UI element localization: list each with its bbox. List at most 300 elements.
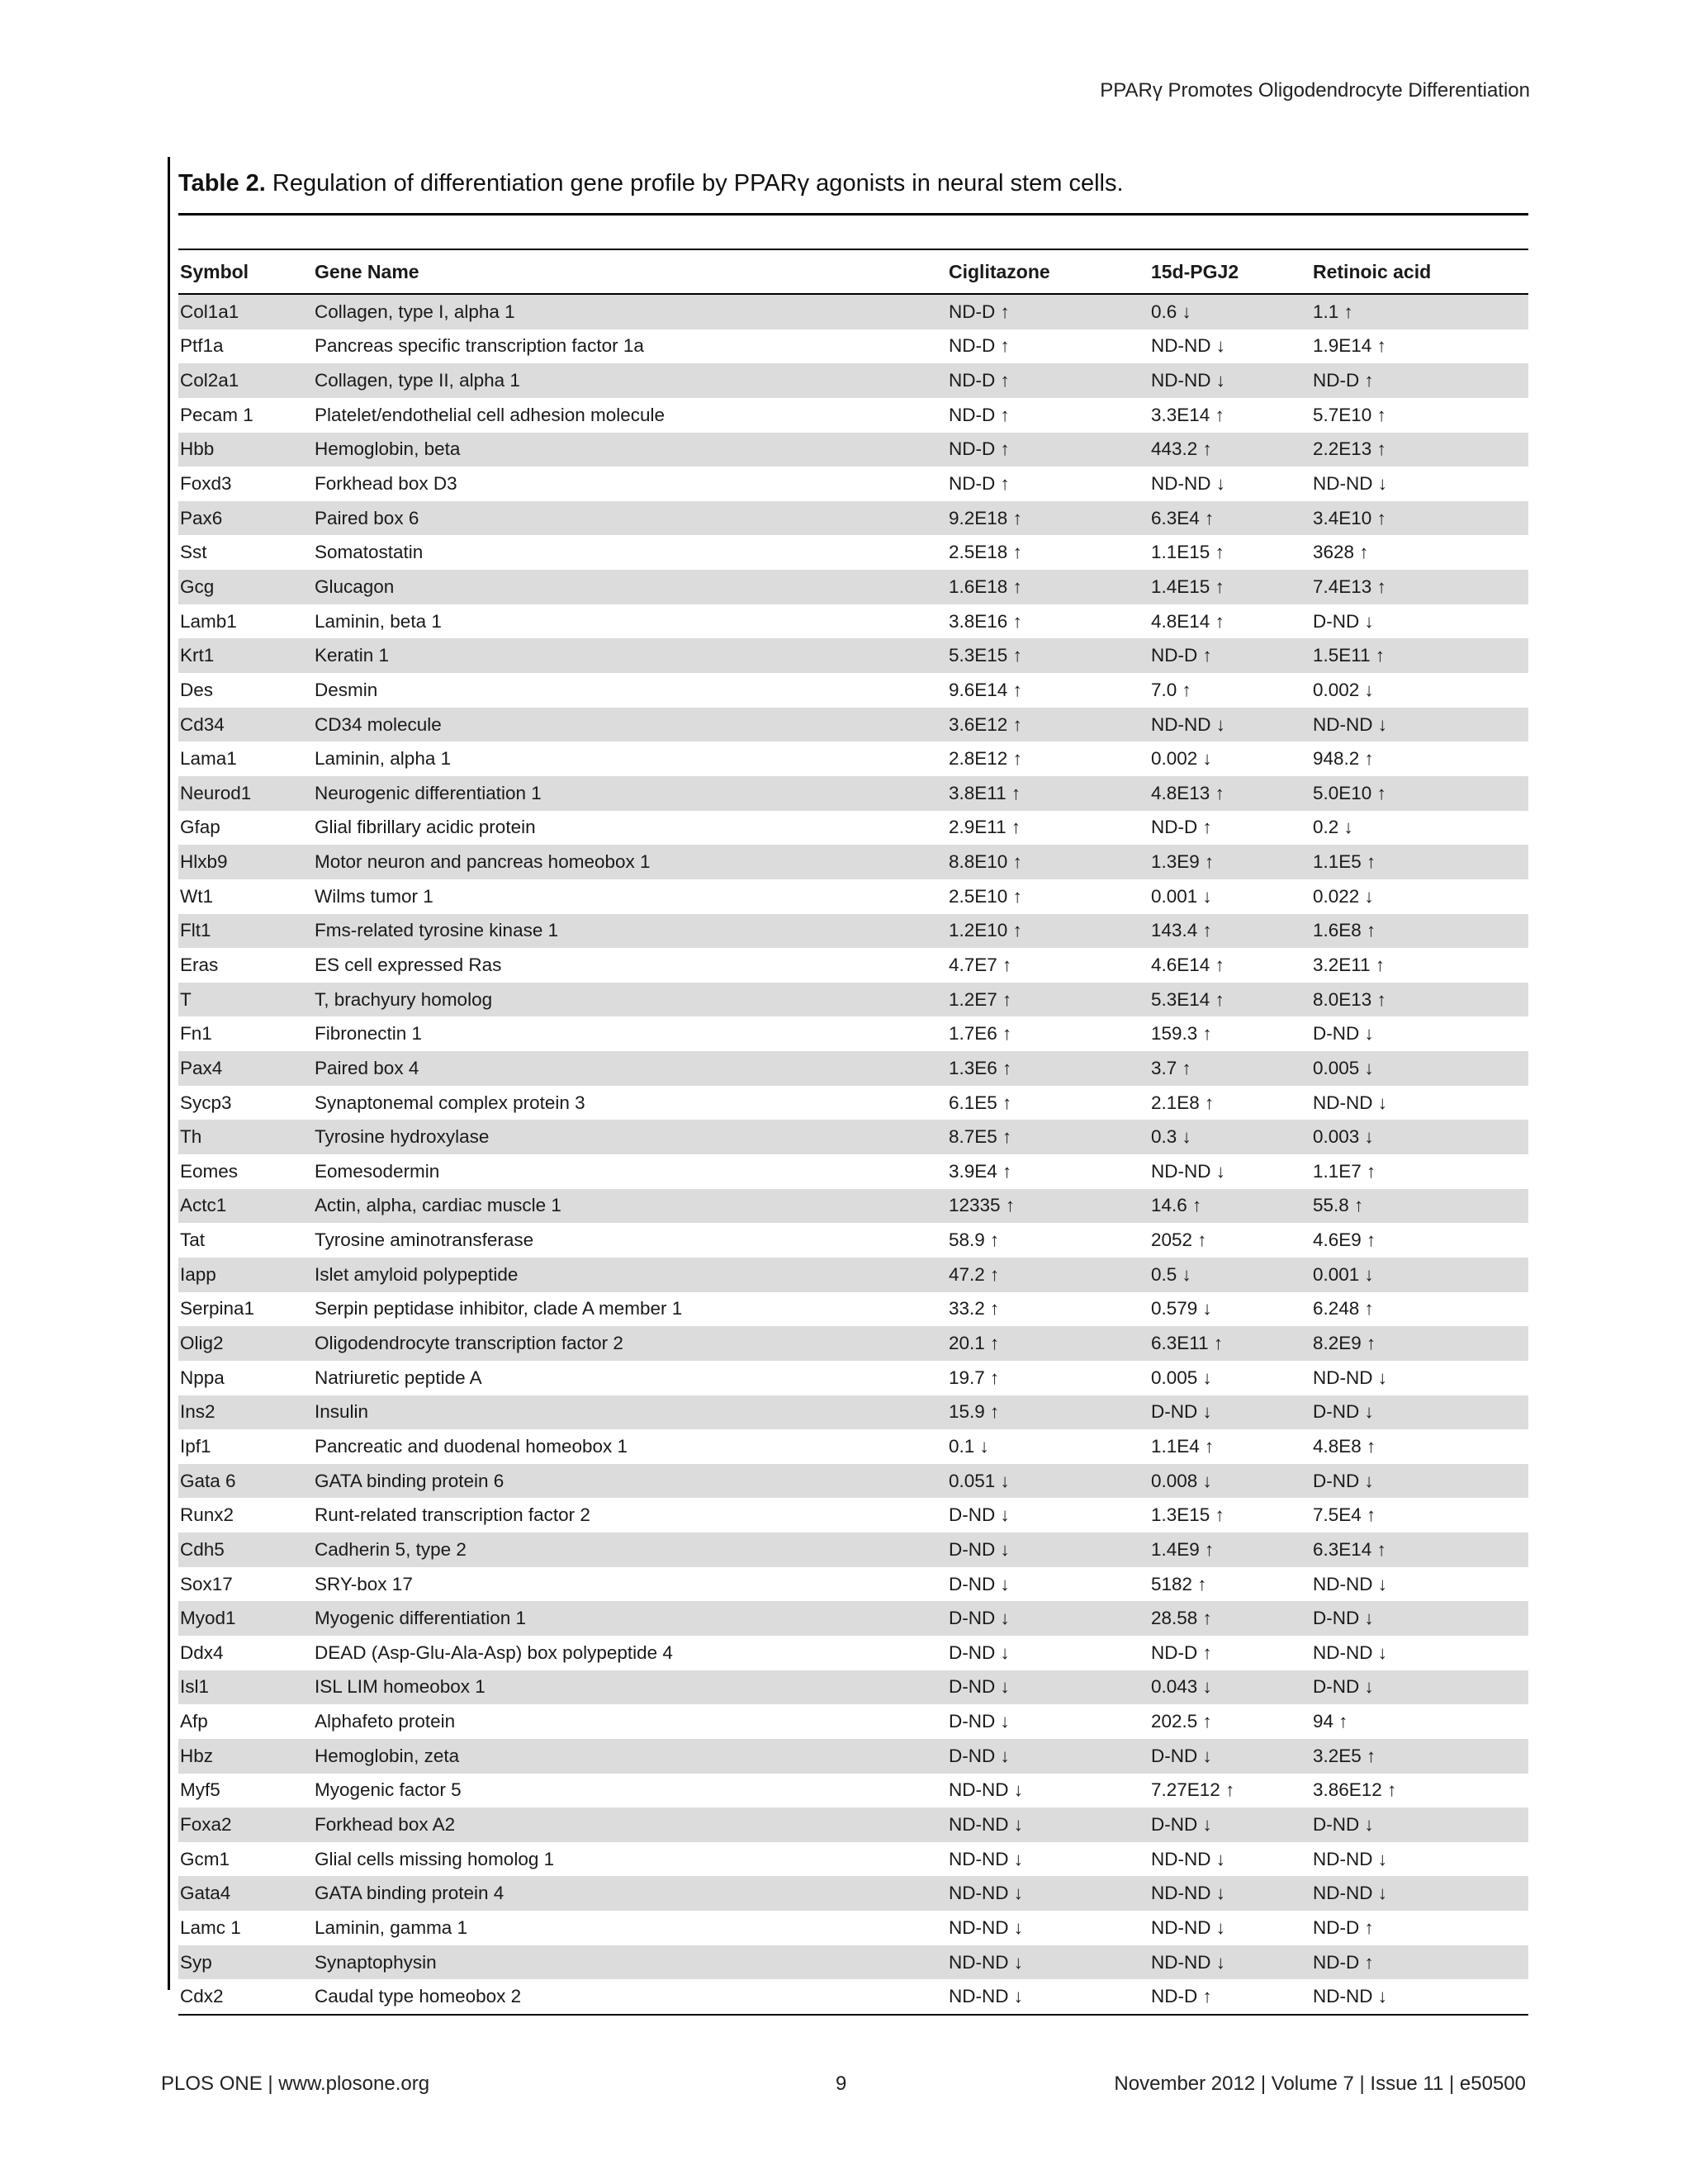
cell-ciglitazone: 1.2E7 ↑ xyxy=(947,983,1149,1017)
cell-gene-name: Pancreas specific transcription factor 1a xyxy=(315,335,644,357)
cell-gene-name: Tyrosine aminotransferase xyxy=(315,1229,534,1251)
cell-retinoic-acid: 0.005 ↓ xyxy=(1311,1051,1528,1086)
cell-symbol: Gata4 xyxy=(178,1876,313,1911)
table-row xyxy=(178,741,1528,776)
cell-gene-name: CD34 molecule xyxy=(313,708,947,742)
cell-symbol: Krt1 xyxy=(178,638,313,673)
table-row xyxy=(178,708,1528,742)
cell-symbol: Flt1 xyxy=(178,914,313,949)
cell-ciglitazone: ND-D ↑ xyxy=(947,433,1149,467)
cell-gene-name: Pancreatic and duodenal homeobox 1 xyxy=(315,1435,628,1457)
table-row xyxy=(178,1774,1528,1808)
cell-retinoic-acid: 4.8E8 ↑ xyxy=(1313,1435,1376,1457)
table-row xyxy=(178,1876,1528,1911)
cell-retinoic-acid: 3.4E10 ↑ xyxy=(1311,501,1528,536)
cell-symbol: Pecam 1 xyxy=(180,404,253,425)
cell-ciglitazone: 0.051 ↓ xyxy=(947,1464,1149,1499)
cell-gene-name: Actin, alpha, cardiac muscle 1 xyxy=(313,1189,947,1224)
cell-15d-pgj2: ND-ND ↓ xyxy=(1149,1945,1311,1980)
cell-15d-pgj2: D-ND ↓ xyxy=(1149,1739,1311,1774)
table-label: Table 2. xyxy=(178,170,266,197)
table-row xyxy=(178,1911,1528,1945)
cell-retinoic-acid: 6.248 ↑ xyxy=(1313,1298,1374,1319)
cell-gene-name: GATA binding protein 6 xyxy=(313,1464,947,1499)
cell-gene-name: Oligodendrocyte transcription factor 2 xyxy=(313,1326,947,1361)
cell-15d-pgj2: 1.1E4 ↑ xyxy=(1151,1435,1215,1457)
running-header: PPARγ Promotes Oligodendrocyte Differentiation xyxy=(1100,79,1530,102)
cell-ciglitazone: D-ND ↓ xyxy=(949,1573,1010,1594)
cell-15d-pgj2: ND-ND ↓ xyxy=(1149,708,1311,742)
table-row xyxy=(178,329,1528,364)
cell-retinoic-acid: ND-ND ↓ xyxy=(1313,1092,1387,1113)
cell-15d-pgj2: 443.2 ↑ xyxy=(1149,433,1311,467)
table-row xyxy=(178,398,1528,433)
cell-gene-name: Laminin, beta 1 xyxy=(315,610,442,632)
cell-ciglitazone: ND-ND ↓ xyxy=(947,1979,1149,2015)
cell-ciglitazone: ND-D ↑ xyxy=(949,473,1010,495)
cell-15d-pgj2: 202.5 ↑ xyxy=(1151,1711,1212,1732)
cell-gene-name: Synaptonemal complex protein 3 xyxy=(315,1092,585,1113)
table-row xyxy=(178,638,1528,673)
cell-symbol: Eomes xyxy=(180,1160,239,1182)
table-row xyxy=(178,1258,1528,1292)
cell-gene-name: Myogenic differentiation 1 xyxy=(313,1601,947,1636)
cell-retinoic-acid: D-ND ↓ xyxy=(1311,1395,1528,1430)
cell-retinoic-acid: 3628 ↑ xyxy=(1313,542,1369,563)
cell-symbol: Cdh5 xyxy=(178,1533,313,1567)
cell-15d-pgj2: 0.008 ↓ xyxy=(1149,1464,1311,1499)
cell-retinoic-acid: 8.0E13 ↑ xyxy=(1311,983,1528,1017)
table-row xyxy=(178,673,1528,708)
cell-retinoic-acid: 7.4E13 ↑ xyxy=(1311,570,1528,604)
cell-symbol: Foxa2 xyxy=(178,1807,313,1842)
cell-15d-pgj2: ND-ND ↓ xyxy=(1151,1916,1225,1938)
cell-15d-pgj2: 0.001 ↓ xyxy=(1151,885,1212,907)
cell-ciglitazone: 1.7E6 ↑ xyxy=(949,1023,1012,1045)
cell-gene-name: Glial cells missing homolog 1 xyxy=(315,1848,555,1869)
cell-gene-name: Caudal type homeobox 2 xyxy=(313,1979,947,2015)
cell-symbol: Fn1 xyxy=(180,1023,212,1045)
cell-gene-name: Somatostatin xyxy=(315,542,424,563)
cell-symbol: Lamb1 xyxy=(180,610,237,632)
cell-gene-name: SRY-box 17 xyxy=(315,1573,413,1594)
cell-gene-name: T, brachyury homolog xyxy=(313,983,947,1017)
cell-gene-name: Insulin xyxy=(313,1395,947,1430)
cell-ciglitazone: ND-ND ↓ xyxy=(949,1848,1023,1869)
cell-ciglitazone: 2.5E18 ↑ xyxy=(949,542,1022,563)
cell-symbol: Col2a1 xyxy=(178,363,313,398)
cell-retinoic-acid: ND-ND ↓ xyxy=(1311,1876,1528,1911)
cell-15d-pgj2: ND-D ↑ xyxy=(1149,1979,1311,2015)
cell-ciglitazone: 15.9 ↑ xyxy=(947,1395,1149,1430)
table-row xyxy=(178,570,1528,604)
table-row xyxy=(178,776,1528,811)
cell-symbol: Ptf1a xyxy=(180,335,224,357)
cell-15d-pgj2: 5.3E14 ↑ xyxy=(1149,983,1311,1017)
cell-retinoic-acid: 1.6E8 ↑ xyxy=(1311,914,1528,949)
table-row xyxy=(178,983,1528,1017)
cell-15d-pgj2: 0.002 ↓ xyxy=(1151,748,1212,770)
cell-ciglitazone: 3.8E16 ↑ xyxy=(949,610,1022,632)
cell-retinoic-acid: 5.0E10 ↑ xyxy=(1311,776,1528,811)
cell-retinoic-acid: 0.022 ↓ xyxy=(1313,885,1374,907)
cell-ciglitazone: 1.3E6 ↑ xyxy=(947,1051,1149,1086)
cell-15d-pgj2: ND-D ↑ xyxy=(1151,817,1212,838)
cell-symbol: Neurod1 xyxy=(178,776,313,811)
cell-15d-pgj2: 4.8E14 ↑ xyxy=(1151,610,1224,632)
cell-15d-pgj2: 7.27E12 ↑ xyxy=(1151,1779,1235,1801)
cell-ciglitazone: 2.9E11 ↑ xyxy=(949,817,1021,838)
cell-15d-pgj2: D-ND ↓ xyxy=(1149,1807,1311,1842)
cell-symbol: Lama1 xyxy=(180,748,237,770)
table-row xyxy=(178,294,1528,329)
cell-gene-name: Collagen, type II, alpha 1 xyxy=(313,363,947,398)
cell-symbol: Eras xyxy=(180,954,219,975)
table-row xyxy=(178,1636,1528,1670)
cell-15d-pgj2: ND-D ↑ xyxy=(1149,638,1311,673)
cell-symbol: Serpina1 xyxy=(180,1298,255,1319)
cell-gene-name: Forkhead box A2 xyxy=(313,1807,947,1842)
table-container xyxy=(168,157,1528,2007)
cell-ciglitazone: 33.2 ↑ xyxy=(949,1298,1000,1319)
cell-gene-name: GATA binding protein 4 xyxy=(313,1876,947,1911)
cell-retinoic-acid: ND-ND ↓ xyxy=(1313,1848,1387,1869)
cell-gene-name: ES cell expressed Ras xyxy=(315,954,502,975)
cell-15d-pgj2: ND-ND ↓ xyxy=(1149,1876,1311,1911)
cell-retinoic-acid: ND-D ↑ xyxy=(1311,363,1528,398)
cell-retinoic-acid: D-ND ↓ xyxy=(1311,1464,1528,1499)
cell-ciglitazone: 6.1E5 ↑ xyxy=(949,1092,1012,1113)
cell-ciglitazone: D-ND ↓ xyxy=(949,1504,1010,1526)
table-row xyxy=(178,363,1528,398)
cell-retinoic-acid: 55.8 ↑ xyxy=(1311,1189,1528,1224)
table-row xyxy=(178,1567,1528,1602)
cell-15d-pgj2: 28.58 ↑ xyxy=(1149,1601,1311,1636)
cell-gene-name: Glial fibrillary acidic protein xyxy=(315,817,536,838)
cell-retinoic-acid: 1.5E11 ↑ xyxy=(1311,638,1528,673)
cell-retinoic-acid: 3.86E12 ↑ xyxy=(1313,1779,1397,1801)
cell-symbol: Pax4 xyxy=(178,1051,313,1086)
cell-symbol: Gfap xyxy=(180,817,220,838)
table-header-row xyxy=(178,250,1528,294)
cell-15d-pgj2: ND-D ↑ xyxy=(1151,1642,1212,1663)
cell-gene-name: Paired box 4 xyxy=(313,1051,947,1086)
cell-retinoic-acid: 0.002 ↓ xyxy=(1313,679,1374,700)
cell-15d-pgj2: 4.8E13 ↑ xyxy=(1149,776,1311,811)
cell-ciglitazone: D-ND ↓ xyxy=(949,1711,1010,1732)
cell-ciglitazone: 9.2E18 ↑ xyxy=(947,501,1149,536)
cell-ciglitazone: ND-D ↑ xyxy=(947,294,1149,329)
cell-retinoic-acid: ND-D ↑ xyxy=(1311,1945,1528,1980)
table-row xyxy=(178,1395,1528,1430)
table-row xyxy=(178,1533,1528,1567)
cell-retinoic-acid: D-ND ↓ xyxy=(1311,1601,1528,1636)
cell-gene-name: Laminin, alpha 1 xyxy=(315,748,452,770)
cell-ciglitazone: D-ND ↓ xyxy=(947,1601,1149,1636)
cell-ciglitazone: ND-ND ↓ xyxy=(947,1945,1149,1980)
column-header-symbol: Symbol xyxy=(178,250,313,294)
cell-ciglitazone: 0.1 ↓ xyxy=(949,1435,989,1457)
cell-gene-name: Eomesodermin xyxy=(315,1160,440,1182)
cell-retinoic-acid: 0.001 ↓ xyxy=(1311,1258,1528,1292)
cell-symbol: Col1a1 xyxy=(178,294,313,329)
table-row xyxy=(178,1807,1528,1842)
cell-symbol: Des xyxy=(180,679,214,700)
cell-15d-pgj2: 0.5 ↓ xyxy=(1149,1258,1311,1292)
table-row xyxy=(178,1154,1528,1189)
cell-symbol: Pax6 xyxy=(178,501,313,536)
cell-retinoic-acid: ND-ND ↓ xyxy=(1313,1367,1387,1388)
cell-ciglitazone: D-ND ↓ xyxy=(947,1739,1149,1774)
table-row xyxy=(178,1292,1528,1327)
cell-symbol: Tat xyxy=(180,1229,206,1251)
cell-retinoic-acid: 948.2 ↑ xyxy=(1313,748,1374,770)
cell-ciglitazone: ND-D ↑ xyxy=(949,404,1010,425)
cell-ciglitazone: 1.2E10 ↑ xyxy=(947,914,1149,949)
cell-15d-pgj2: ND-ND ↓ xyxy=(1151,1848,1225,1869)
cell-gene-name: Neurogenic differentiation 1 xyxy=(313,776,947,811)
footer-issue: November 2012 | Volume 7 | Issue 11 | e50500 xyxy=(1114,2073,1526,2095)
cell-gene-name: Laminin, gamma 1 xyxy=(315,1916,468,1938)
cell-gene-name: Keratin 1 xyxy=(313,638,947,673)
cell-retinoic-acid: 1.1E7 ↑ xyxy=(1313,1160,1376,1182)
table-row xyxy=(178,1326,1528,1361)
table-row xyxy=(178,467,1528,501)
cell-ciglitazone: 9.6E14 ↑ xyxy=(949,679,1022,700)
table-caption xyxy=(178,170,1124,197)
cell-symbol: Ipf1 xyxy=(180,1435,211,1457)
cell-15d-pgj2: 4.6E14 ↑ xyxy=(1151,954,1224,975)
cell-retinoic-acid: 0.003 ↓ xyxy=(1311,1120,1528,1154)
table-row xyxy=(178,1842,1528,1877)
cell-symbol: Afp xyxy=(180,1711,208,1732)
cell-retinoic-acid: ND-ND ↓ xyxy=(1311,708,1528,742)
cell-15d-pgj2: 14.6 ↑ xyxy=(1149,1189,1311,1224)
cell-gene-name: Serpin peptidase inhibitor, clade A member 1 xyxy=(315,1298,683,1319)
cell-retinoic-acid: 3.2E5 ↑ xyxy=(1311,1739,1528,1774)
cell-15d-pgj2: 0.579 ↓ xyxy=(1151,1298,1212,1319)
cell-symbol: Wt1 xyxy=(180,885,214,907)
cell-ciglitazone: 1.6E18 ↑ xyxy=(947,570,1149,604)
cell-symbol: Isl1 xyxy=(178,1670,313,1705)
cell-retinoic-acid: ND-ND ↓ xyxy=(1313,1642,1387,1663)
cell-ciglitazone: 47.2 ↑ xyxy=(947,1258,1149,1292)
table-row xyxy=(178,1739,1528,1774)
cell-15d-pgj2: 3.7 ↑ xyxy=(1149,1051,1311,1086)
cell-15d-pgj2: 5182 ↑ xyxy=(1151,1573,1207,1594)
cell-gene-name: Tyrosine hydroxylase xyxy=(313,1120,947,1154)
cell-ciglitazone: 2.8E12 ↑ xyxy=(949,748,1022,770)
cell-ciglitazone: ND-D ↑ xyxy=(947,363,1149,398)
cell-retinoic-acid: 0.2 ↓ xyxy=(1313,817,1353,838)
cell-15d-pgj2: 1.3E15 ↑ xyxy=(1151,1504,1224,1526)
cell-15d-pgj2: 1.4E9 ↑ xyxy=(1149,1533,1311,1567)
cell-ciglitazone: 58.9 ↑ xyxy=(949,1229,1000,1251)
cell-symbol: Cdx2 xyxy=(178,1979,313,2015)
cell-gene-name: Motor neuron and pancreas homeobox 1 xyxy=(313,845,947,879)
table-row xyxy=(178,1601,1528,1636)
cell-gene-name: Fibronectin 1 xyxy=(315,1023,423,1045)
column-header-ciglitazone: Ciglitazone xyxy=(947,250,1149,294)
cell-gene-name: Hemoglobin, beta xyxy=(313,433,947,467)
table-row xyxy=(178,1361,1528,1395)
cell-ciglitazone: D-ND ↓ xyxy=(947,1533,1149,1567)
cell-symbol: Ins2 xyxy=(178,1395,313,1430)
cell-ciglitazone: ND-ND ↓ xyxy=(947,1876,1149,1911)
cell-15d-pgj2: 2052 ↑ xyxy=(1151,1229,1207,1251)
cell-ciglitazone: 5.3E15 ↑ xyxy=(947,638,1149,673)
column-header-gene-name: Gene Name xyxy=(313,250,947,294)
cell-gene-name: Cadherin 5, type 2 xyxy=(313,1533,947,1567)
cell-15d-pgj2: 159.3 ↑ xyxy=(1151,1023,1212,1045)
cell-ciglitazone: ND-ND ↓ xyxy=(947,1807,1149,1842)
cell-symbol: Olig2 xyxy=(178,1326,313,1361)
table-row xyxy=(178,1429,1528,1464)
cell-retinoic-acid: 8.2E9 ↑ xyxy=(1311,1326,1528,1361)
cell-ciglitazone: 19.7 ↑ xyxy=(949,1367,1000,1388)
footer-page-number: 9 xyxy=(836,2073,847,2095)
cell-ciglitazone: D-ND ↓ xyxy=(949,1642,1010,1663)
cell-retinoic-acid: ND-D ↑ xyxy=(1313,1916,1374,1938)
table-row xyxy=(178,811,1528,846)
cell-symbol: Sycp3 xyxy=(180,1092,232,1113)
cell-retinoic-acid: 2.2E13 ↑ xyxy=(1311,433,1528,467)
cell-symbol: Sox17 xyxy=(180,1573,233,1594)
cell-15d-pgj2: 6.3E4 ↑ xyxy=(1149,501,1311,536)
table-row xyxy=(178,1498,1528,1533)
cell-retinoic-acid: 7.5E4 ↑ xyxy=(1313,1504,1376,1526)
table-row xyxy=(178,604,1528,639)
table-row xyxy=(178,1223,1528,1258)
column-header-retinoic-acid: Retinoic acid xyxy=(1311,250,1528,294)
table-row xyxy=(178,948,1528,983)
table-row xyxy=(178,1086,1528,1120)
cell-symbol: Ddx4 xyxy=(180,1642,224,1663)
cell-retinoic-acid: 4.6E9 ↑ xyxy=(1313,1229,1376,1251)
table-row xyxy=(178,879,1528,914)
cell-15d-pgj2: ND-ND ↓ xyxy=(1149,363,1311,398)
cell-ciglitazone: 20.1 ↑ xyxy=(947,1326,1149,1361)
cell-gene-name: Islet amyloid polypeptide xyxy=(313,1258,947,1292)
table-row xyxy=(178,914,1528,949)
cell-retinoic-acid: D-ND ↓ xyxy=(1313,610,1374,632)
cell-symbol: Syp xyxy=(178,1945,313,1980)
cell-gene-name: DEAD (Asp-Glu-Ala-Asp) box polypeptide 4 xyxy=(315,1642,673,1663)
cell-ciglitazone: 8.8E10 ↑ xyxy=(947,845,1149,879)
table-row xyxy=(178,1051,1528,1086)
cell-15d-pgj2: 0.005 ↓ xyxy=(1151,1367,1212,1388)
cell-ciglitazone: ND-D ↑ xyxy=(949,335,1010,357)
cell-ciglitazone: 2.5E10 ↑ xyxy=(949,885,1022,907)
cell-symbol: Myod1 xyxy=(178,1601,313,1636)
footer-journal: PLOS ONE | www.plosone.org xyxy=(161,2073,430,2095)
table-row xyxy=(178,501,1528,536)
table-row xyxy=(178,1120,1528,1154)
cell-gene-name: Hemoglobin, zeta xyxy=(313,1739,947,1774)
cell-symbol: Lamc 1 xyxy=(180,1916,241,1938)
cell-ciglitazone: 4.7E7 ↑ xyxy=(949,954,1012,975)
cell-15d-pgj2: ND-ND ↓ xyxy=(1151,473,1225,495)
cell-15d-pgj2: ND-ND ↓ xyxy=(1151,335,1225,357)
table-row xyxy=(178,535,1528,570)
cell-ciglitazone: 3.8E11 ↑ xyxy=(947,776,1149,811)
cell-15d-pgj2: D-ND ↓ xyxy=(1149,1395,1311,1430)
cell-gene-name: Alphafeto protein xyxy=(315,1711,456,1732)
cell-gene-name: Forkhead box D3 xyxy=(315,473,457,495)
cell-ciglitazone: 12335 ↑ xyxy=(947,1189,1149,1224)
table-row xyxy=(178,433,1528,467)
cell-gene-name: ISL LIM homeobox 1 xyxy=(313,1670,947,1705)
cell-ciglitazone: ND-ND ↓ xyxy=(949,1916,1023,1938)
cell-ciglitazone: ND-ND ↓ xyxy=(949,1779,1023,1801)
cell-ciglitazone: 3.9E4 ↑ xyxy=(949,1160,1012,1182)
cell-gene-name: Runt-related transcription factor 2 xyxy=(315,1504,590,1526)
cell-retinoic-acid: 94 ↑ xyxy=(1313,1711,1348,1732)
cell-symbol: Gata 6 xyxy=(178,1464,313,1499)
cell-retinoic-acid: D-ND ↓ xyxy=(1311,1670,1528,1705)
table-row xyxy=(178,1704,1528,1739)
cell-gene-name: Synaptophysin xyxy=(313,1945,947,1980)
cell-15d-pgj2: 0.043 ↓ xyxy=(1149,1670,1311,1705)
cell-symbol: Myf5 xyxy=(180,1779,220,1801)
cell-ciglitazone: 8.7E5 ↑ xyxy=(947,1120,1149,1154)
cell-15d-pgj2: 6.3E11 ↑ xyxy=(1149,1326,1311,1361)
cell-retinoic-acid: ND-ND ↓ xyxy=(1313,1573,1387,1594)
cell-retinoic-acid: ND-ND ↓ xyxy=(1311,1979,1528,2015)
table-row xyxy=(178,1464,1528,1499)
cell-retinoic-acid: 1.1 ↑ xyxy=(1311,294,1528,329)
cell-symbol: Runx2 xyxy=(180,1504,234,1526)
cell-symbol: Gcg xyxy=(178,570,313,604)
cell-gene-name: Natriuretic peptide A xyxy=(315,1367,482,1388)
cell-15d-pgj2: ND-ND ↓ xyxy=(1151,1160,1225,1182)
cell-15d-pgj2: 1.1E15 ↑ xyxy=(1151,542,1224,563)
table-row xyxy=(178,1670,1528,1705)
cell-symbol: Sst xyxy=(180,542,207,563)
cell-15d-pgj2: 1.3E9 ↑ xyxy=(1149,845,1311,879)
table-row xyxy=(178,1979,1528,2015)
cell-retinoic-acid: 1.1E5 ↑ xyxy=(1311,845,1528,879)
table-row xyxy=(178,1945,1528,1980)
cell-15d-pgj2: 2.1E8 ↑ xyxy=(1151,1092,1215,1113)
gene-table xyxy=(178,250,1528,2016)
cell-symbol: Hbb xyxy=(178,433,313,467)
cell-gene-name: Desmin xyxy=(315,679,378,700)
cell-retinoic-acid: 3.2E11 ↑ xyxy=(1313,954,1385,975)
cell-retinoic-acid: 5.7E10 ↑ xyxy=(1313,404,1386,425)
cell-ciglitazone: D-ND ↓ xyxy=(947,1670,1149,1705)
cell-15d-pgj2: 143.4 ↑ xyxy=(1149,914,1311,949)
cell-retinoic-acid: D-ND ↓ xyxy=(1313,1023,1374,1045)
cell-15d-pgj2: 0.3 ↓ xyxy=(1149,1120,1311,1154)
cell-15d-pgj2: 0.6 ↓ xyxy=(1149,294,1311,329)
table-caption-text: Regulation of differentiation gene profile by PPARγ agonists in neural stem cells. xyxy=(272,170,1124,197)
cell-ciglitazone: 3.6E12 ↑ xyxy=(947,708,1149,742)
cell-symbol: Cd34 xyxy=(178,708,313,742)
cell-symbol: Hlxb9 xyxy=(178,845,313,879)
cell-15d-pgj2: 3.3E14 ↑ xyxy=(1151,404,1224,425)
cell-symbol: Foxd3 xyxy=(180,473,232,495)
cell-15d-pgj2: 1.4E15 ↑ xyxy=(1149,570,1311,604)
cell-gene-name: Fms-related tyrosine kinase 1 xyxy=(313,914,947,949)
cell-gene-name: Myogenic factor 5 xyxy=(315,1779,462,1801)
cell-symbol: Actc1 xyxy=(178,1189,313,1224)
cell-symbol: Th xyxy=(178,1120,313,1154)
cell-gene-name: Paired box 6 xyxy=(313,501,947,536)
cell-15d-pgj2: 7.0 ↑ xyxy=(1151,679,1191,700)
cell-symbol: Iapp xyxy=(178,1258,313,1292)
cell-symbol: Hbz xyxy=(178,1739,313,1774)
